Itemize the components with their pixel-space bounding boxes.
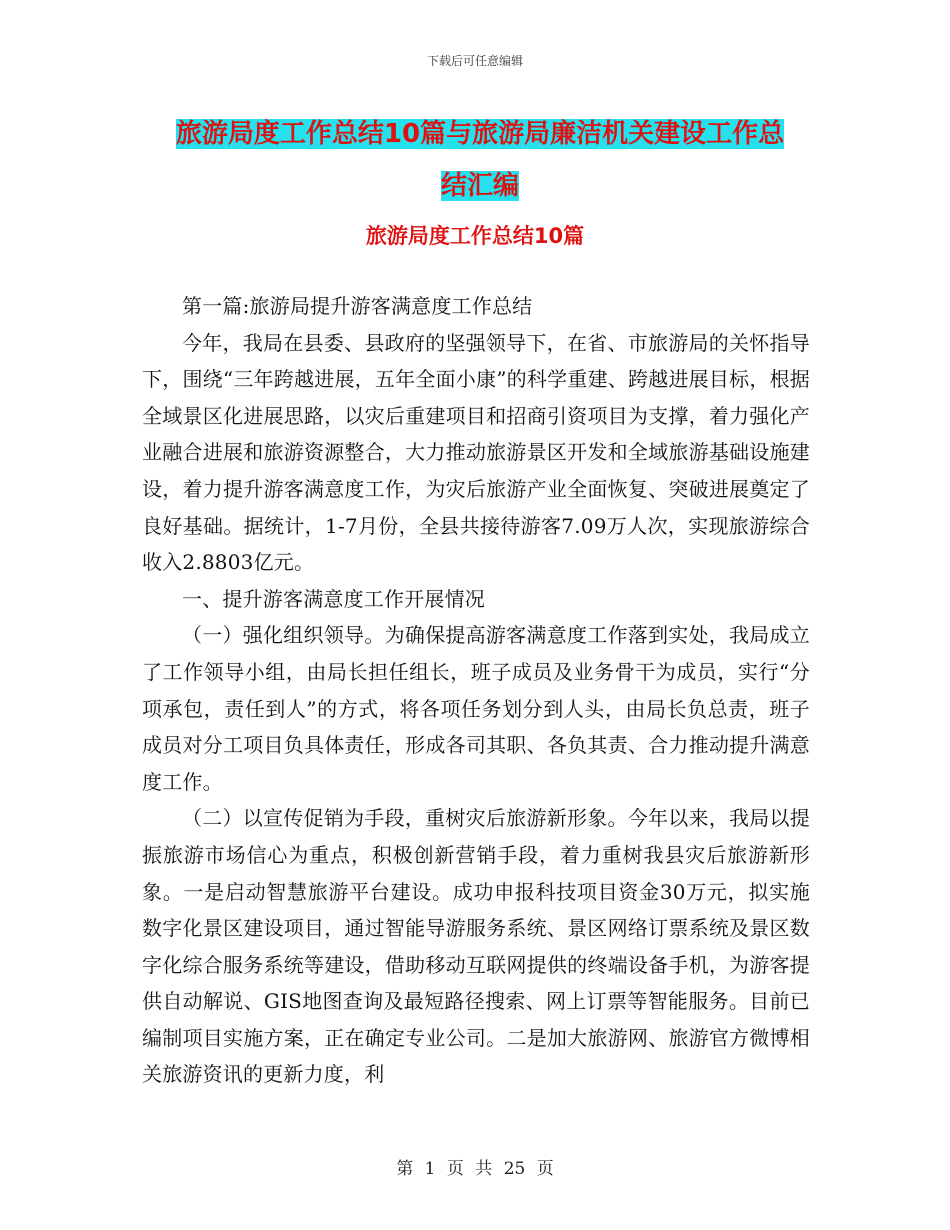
document-title-line-2: 结汇编: [440, 171, 519, 201]
document-title: [150, 108, 810, 212]
section-title: 旅游局度工作总结10篇: [365, 224, 585, 248]
paragraph-promotion: （二）以宣传促销为手段，重树灾后旅游新形象。今年以来，我局以提振旅游市场信心为重点，积极创新营销手段，着力重树我县灾后旅游新形象。一是启动智慧旅游平台建设。成功申报科技项目资金30万元，拟实施数字化景区建设项目，通过智能导游服务系统、景区网络订票系统及景区数字化综合服务系统等建设，借助移动互联网提供的终端设备手机，为游客提供自动解说、GIS地图查询及最短路径搜索、网上订票等智能服务。目前已编制项目实施方案，正在确定专业公司。二是加大旅游网、旅游官方微博相关旅游资讯的更新力度，利: [142, 806, 810, 1087]
paragraph-intro: 今年，我局在县委、县政府的坚强领导下，在省、市旅游局的关怀指导下，围绕“三年跨越进展，五年全面小康”的科学重建、跨越进展目标，根据全域景区化进展思路，以灾后重建项目和招商引资项目为支撑，着力强化产业融合进展和旅游资源整合，大力推动旅游景区开发和全域旅游基础设施建设，着力提升游客满意度工作，为灾后旅游产业全面恢复、突破进展奠定了良好基础。据统计，1-7月份，全县共接待游客7.09万人次，实现旅游综合收入2.8803亿元。: [142, 330, 810, 575]
paragraph-organization: （一）强化组织领导。为确保提高游客满意度工作落到实处，我局成立了工作领导小组，由局长担任组长，班子成员及业务骨干为成员，实行“分项承包，责任到人”的方式，将各项任务划分到人头，由局长负总责，班子成员对分工项目负具体责任，形成各司其职、各负其责、合力推动提升满意度工作。: [142, 623, 810, 794]
document-title-line-1: 旅游局度工作总结10篇与旅游局廉洁机关建设工作总: [175, 119, 785, 149]
document-body: [142, 288, 810, 1093]
paragraph-section-heading: 一、提升游客满意度工作开展情况: [182, 586, 485, 611]
paragraph-chapter-heading: 第一篇:旅游局提升游客满意度工作总结: [182, 294, 533, 318]
page-footer-number: 第 1 页 共 25 页: [396, 1159, 554, 1179]
page-header-note: 下载后可任意编辑: [426, 54, 523, 68]
